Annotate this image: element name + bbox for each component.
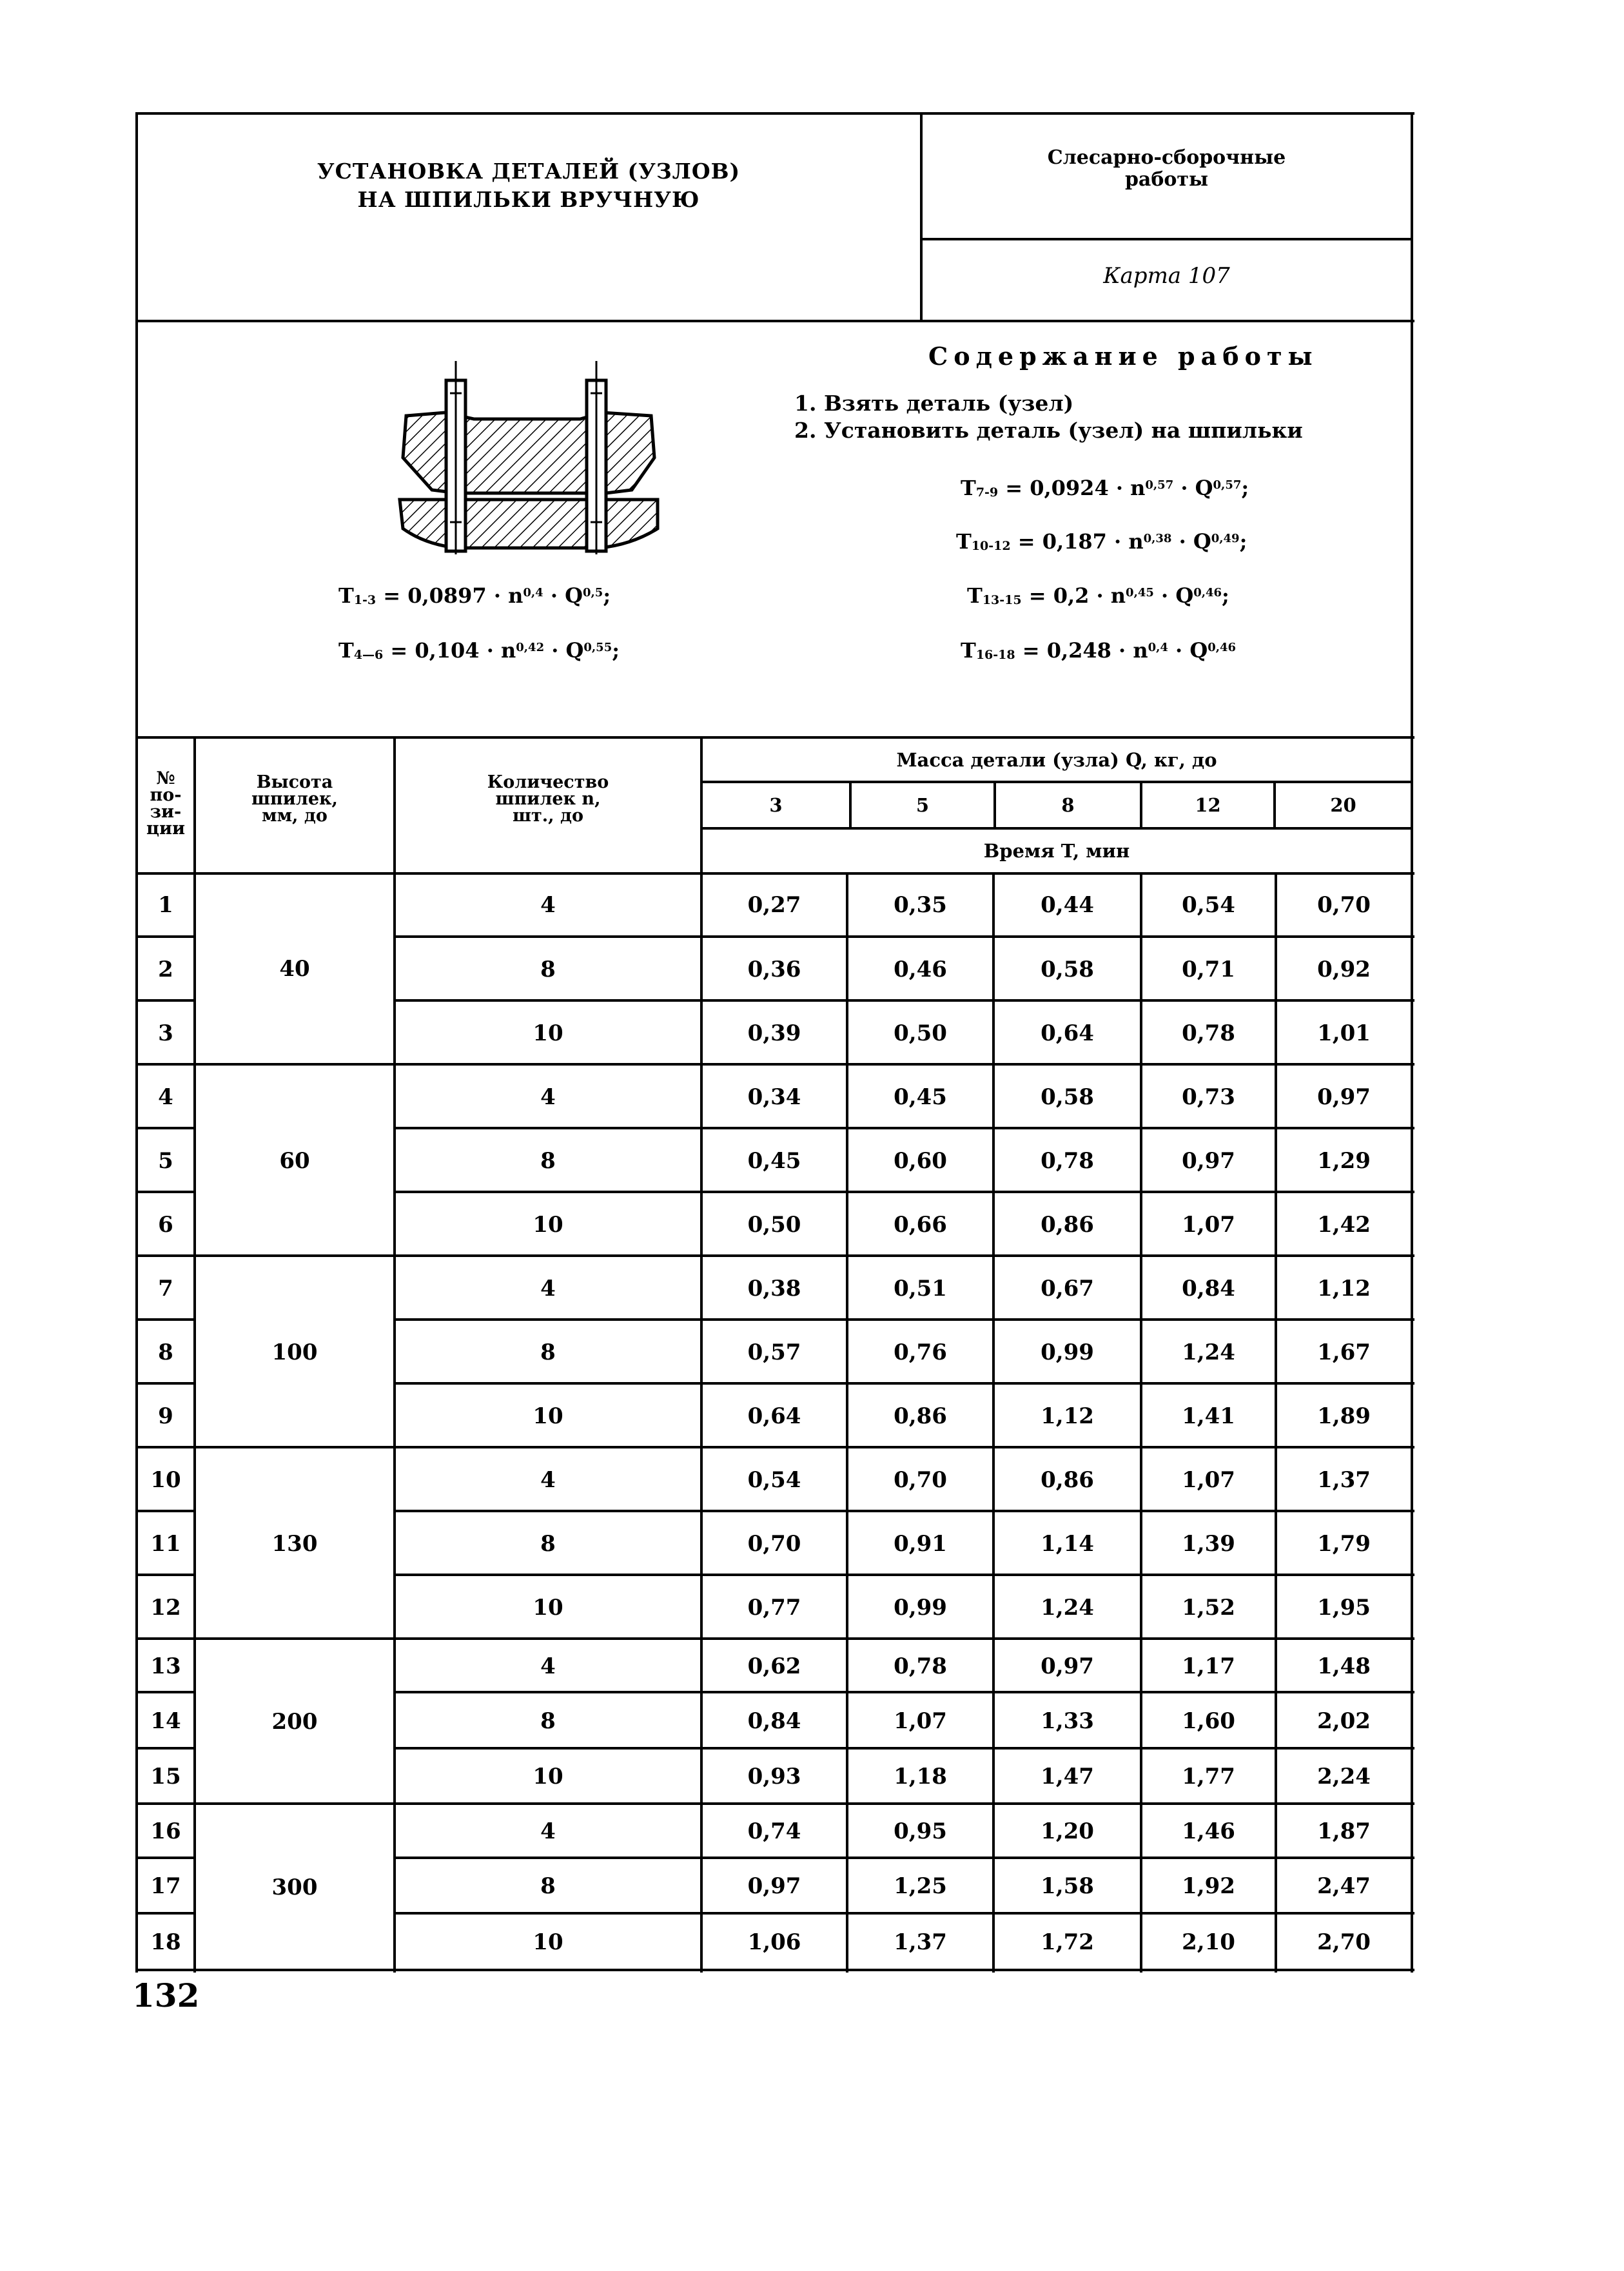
time-value: 1,89 (1317, 1403, 1371, 1429)
frame-right-line (1411, 112, 1413, 1973)
time-value: 0,97 (1317, 1084, 1371, 1110)
formula-1-3: $T_{1-3} = 0,0897 \cdot n^{0,4} \cdot Q^{0,5}$; (338, 583, 611, 608)
time-value: 0,86 (894, 1403, 947, 1429)
time-value: 1,42 (1317, 1211, 1371, 1238)
time-value: 2,10 (1182, 1929, 1235, 1955)
position-number: 15 (150, 1764, 181, 1789)
time-value: 0,67 (1041, 1275, 1094, 1301)
time-value: 0,84 (747, 1708, 801, 1734)
header-category-divider (920, 238, 1413, 240)
time-value: 0,35 (894, 892, 947, 918)
position-number: 3 (158, 1020, 173, 1046)
time-value: 0,39 (747, 1020, 801, 1046)
position-number: 6 (158, 1211, 173, 1238)
time-value: 0,57 (747, 1339, 801, 1365)
time-value: 1,18 (894, 1764, 947, 1789)
work-category: Слесарно-сборочные работы (1047, 146, 1286, 191)
position-number: 5 (158, 1147, 173, 1174)
time-value: 0,34 (747, 1084, 801, 1110)
document-title: УСТАНОВКА ДЕТАЛЕЙ (УЗЛОВ) НА ШПИЛЬКИ ВРУЧНУЮ (317, 159, 741, 212)
time-value: 0,66 (894, 1211, 947, 1238)
time-value: 0,36 (747, 956, 801, 982)
stud-height-group: 300 (271, 1875, 318, 1900)
header-divider (920, 112, 923, 322)
time-value: 0,86 (1041, 1467, 1094, 1493)
time-value: 1,48 (1317, 1653, 1371, 1679)
stud-count: 10 (533, 1020, 563, 1046)
time-value: 1,33 (1041, 1708, 1094, 1734)
time-value: 0,70 (894, 1467, 947, 1493)
mass-value-20: 20 (1330, 794, 1356, 816)
time-value: 0,58 (1041, 1084, 1094, 1110)
position-number: 11 (150, 1530, 181, 1557)
time-value: 0,93 (747, 1764, 801, 1789)
time-value: 0,84 (1182, 1275, 1235, 1301)
position-number: 7 (158, 1275, 173, 1301)
time-value: 1,37 (1317, 1467, 1371, 1493)
time-value: 0,92 (1317, 956, 1371, 982)
stud-count: 10 (533, 1929, 563, 1955)
stud-height-group: 40 (279, 956, 310, 982)
mass-value-8: 8 (1061, 794, 1075, 816)
header-bottom-line (135, 320, 1414, 322)
time-value: 0,64 (1041, 1020, 1094, 1046)
time-value: 1,29 (1317, 1147, 1371, 1174)
time-value: 0,38 (747, 1275, 801, 1301)
time-value: 0,27 (747, 892, 801, 918)
time-value: 0,99 (1041, 1339, 1094, 1365)
time-value: 1,87 (1317, 1818, 1371, 1844)
mass-header: Масса детали (узла) Q, кг, до (896, 748, 1217, 771)
time-header: Время T, мин (983, 840, 1130, 862)
time-value: 0,62 (747, 1653, 801, 1679)
stud-height-group: 130 (271, 1530, 318, 1557)
time-value: 0,51 (894, 1275, 947, 1301)
time-value: 1,52 (1182, 1594, 1235, 1621)
position-number: 4 (158, 1084, 173, 1110)
formula-13-15: $T_{13-15} = 0,2 \cdot n^{0,45} \cdot Q^{0,46}$; (967, 583, 1229, 608)
time-value: 1,67 (1317, 1339, 1371, 1365)
stud-count: 4 (540, 1653, 556, 1679)
stud-count: 8 (540, 1147, 556, 1174)
time-value: 1,12 (1041, 1403, 1094, 1429)
time-value: 2,47 (1317, 1873, 1371, 1899)
time-value: 0,44 (1041, 892, 1094, 918)
stud-height-group: 60 (279, 1147, 310, 1174)
position-number: 14 (150, 1708, 181, 1734)
col-header-stud-count: Количество шпилек n, шт., до (487, 772, 609, 826)
stud-count: 10 (533, 1764, 563, 1789)
time-value: 0,86 (1041, 1211, 1094, 1238)
time-value: 1,24 (1041, 1594, 1094, 1621)
col-header-position: № по- зи- ции (146, 768, 185, 839)
time-value: 1,14 (1041, 1530, 1094, 1557)
time-value: 1,25 (894, 1873, 947, 1899)
time-value: 0,64 (747, 1403, 801, 1429)
time-value: 1,92 (1182, 1873, 1235, 1899)
position-number: 13 (150, 1653, 181, 1679)
step-2: 2. Установить деталь (узел) на шпильки (794, 418, 1303, 443)
mass-value-12: 12 (1195, 794, 1221, 816)
position-number: 9 (158, 1403, 173, 1429)
time-value: 1,72 (1041, 1929, 1094, 1955)
stud-count: 8 (540, 1530, 556, 1557)
time-value: 0,54 (747, 1467, 801, 1493)
time-value: 1,12 (1317, 1275, 1371, 1301)
position-number: 16 (150, 1818, 181, 1844)
time-value: 0,78 (1182, 1020, 1235, 1046)
card-number: Карта 107 (1103, 263, 1230, 289)
stud-count: 10 (533, 1594, 563, 1621)
time-value: 0,50 (894, 1020, 947, 1046)
stud-count: 4 (540, 1275, 556, 1301)
time-value: 2,02 (1317, 1708, 1371, 1734)
time-value: 1,24 (1182, 1339, 1235, 1365)
stud-count: 4 (540, 1084, 556, 1110)
time-value: 2,24 (1317, 1764, 1371, 1789)
content-heading: Содержание работы (928, 342, 1318, 371)
formula-16-18: $T_{16-18} = 0,248 \cdot n^{0,4} \cdot Q^{0,46}$ (961, 638, 1237, 663)
time-value: 0,95 (894, 1818, 947, 1844)
col-header-stud-height: Высота шпилек, мм, до (251, 772, 338, 826)
time-value: 1,79 (1317, 1530, 1371, 1557)
stud-assembly-drawing (387, 361, 670, 554)
formula-10-12: $T_{10-12} = 0,187 \cdot n^{0,38} \cdot Q^{0,49}$; (956, 529, 1247, 554)
time-value: 1,95 (1317, 1594, 1371, 1621)
time-value: 0,45 (747, 1147, 801, 1174)
mass-value-3: 3 (769, 794, 783, 816)
stud-count: 8 (540, 1708, 556, 1734)
time-value: 0,58 (1041, 956, 1094, 982)
position-number: 1 (158, 892, 173, 918)
time-value: 0,71 (1182, 956, 1235, 982)
time-value: 1,07 (1182, 1467, 1235, 1493)
time-value: 0,97 (1041, 1653, 1094, 1679)
time-value: 0,78 (894, 1653, 947, 1679)
time-value: 0,97 (747, 1873, 801, 1899)
position-number: 18 (150, 1929, 181, 1955)
time-value: 0,97 (1182, 1147, 1235, 1174)
time-value: 1,07 (1182, 1211, 1235, 1238)
time-value: 1,17 (1182, 1653, 1235, 1679)
time-value: 2,70 (1317, 1929, 1371, 1955)
position-number: 10 (150, 1467, 181, 1493)
time-value: 0,77 (747, 1594, 801, 1621)
time-value: 1,06 (747, 1929, 801, 1955)
stud-count: 10 (533, 1403, 563, 1429)
time-value: 1,60 (1182, 1708, 1235, 1734)
time-value: 1,07 (894, 1708, 947, 1734)
position-number: 17 (150, 1873, 181, 1899)
stud-count: 4 (540, 892, 556, 918)
position-number: 8 (158, 1339, 173, 1365)
formula-4-6: $T_{4—6} = 0,104 \cdot n^{0,42} \cdot Q^{0,55}$; (338, 638, 620, 663)
time-value: 0,70 (1317, 892, 1371, 918)
time-value: 1,20 (1041, 1818, 1094, 1844)
time-value: 1,41 (1182, 1403, 1235, 1429)
time-value: 0,99 (894, 1594, 947, 1621)
time-value: 0,70 (747, 1530, 801, 1557)
stud-height-group: 100 (271, 1339, 318, 1365)
time-value: 0,46 (894, 956, 947, 982)
position-number: 2 (158, 956, 173, 982)
frame-top-line (135, 112, 1414, 115)
stud-height-group: 200 (271, 1709, 318, 1735)
position-number: 12 (150, 1594, 181, 1621)
time-value: 1,01 (1317, 1020, 1371, 1046)
stud-count: 8 (540, 1339, 556, 1365)
stud-count: 4 (540, 1467, 556, 1493)
stud-count: 10 (533, 1211, 563, 1238)
time-value: 1,47 (1041, 1764, 1094, 1789)
time-value: 0,78 (1041, 1147, 1094, 1174)
time-value: 0,50 (747, 1211, 801, 1238)
time-value: 1,37 (894, 1929, 947, 1955)
stud-count: 8 (540, 1873, 556, 1899)
time-value: 0,54 (1182, 892, 1235, 918)
time-value: 1,46 (1182, 1818, 1235, 1844)
mass-value-5: 5 (915, 794, 930, 816)
time-value: 1,39 (1182, 1530, 1235, 1557)
stud-count: 4 (540, 1818, 556, 1844)
time-value: 0,73 (1182, 1084, 1235, 1110)
time-value: 1,58 (1041, 1873, 1094, 1899)
time-value: 0,60 (894, 1147, 947, 1174)
step-1: 1. Взять деталь (узел) (794, 391, 1074, 416)
time-value: 0,74 (747, 1818, 801, 1844)
time-value: 0,91 (894, 1530, 947, 1557)
time-value: 1,77 (1182, 1764, 1235, 1789)
time-value: 0,76 (894, 1339, 947, 1365)
stud-count: 8 (540, 956, 556, 982)
formula-7-9: $T_{7-9} = 0,0924 \cdot n^{0,57} \cdot Q^{0,57}$; (961, 476, 1249, 500)
page-number: 132 (132, 1976, 200, 2014)
time-value: 0,45 (894, 1084, 947, 1110)
